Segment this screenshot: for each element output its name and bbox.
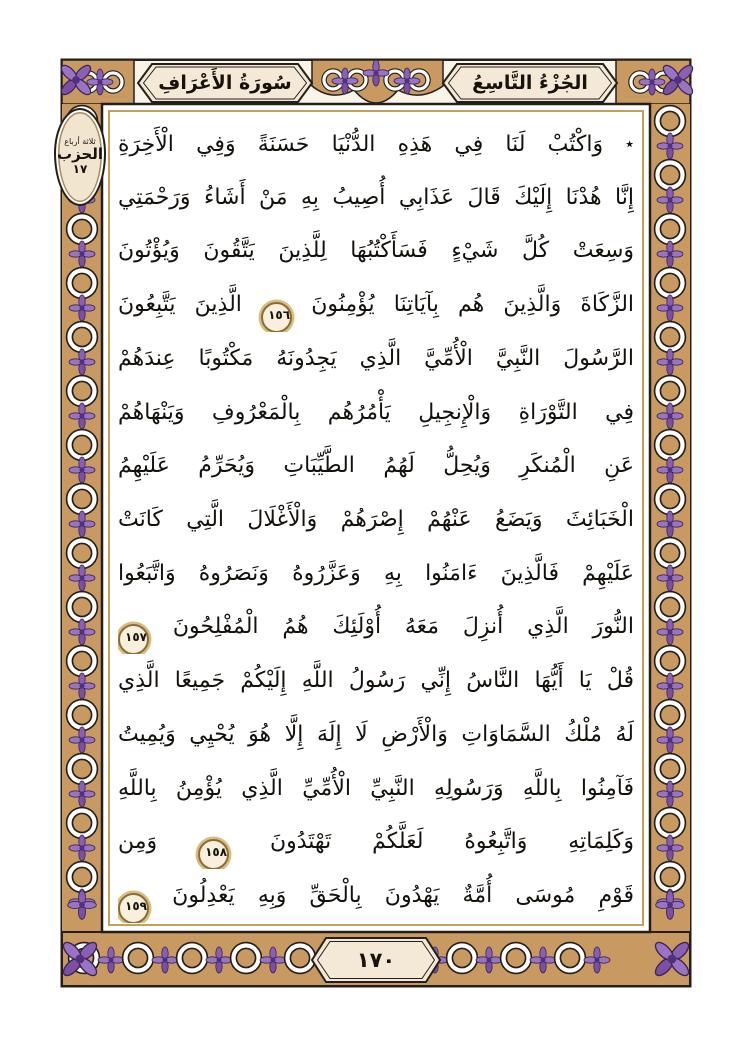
verse-text: النُّورَ الَّذِي أُنزِلَ مَعَهُ أُوْلَئِكَ هُمُ الْمُفْلِحُونَ bbox=[172, 614, 634, 640]
quran-line bbox=[118, 869, 634, 923]
hizb-number: ١٧ bbox=[72, 162, 88, 177]
verse-text: الزَّكَاةَ وَالَّذِينَ هُم بِآيَاتِنَا يُؤْمِنُونَ bbox=[311, 292, 634, 318]
quran-line bbox=[118, 224, 634, 278]
verse-text: قَوْمِ مُوسَى أُمَّةٌ يَهْدُونَ بِالْحَقِّ وَبِهِ يَعْدِلُونَ bbox=[172, 883, 634, 909]
verse-text: الَّذِينَ يَتَّبِعُونَ bbox=[118, 292, 242, 318]
quran-line bbox=[118, 600, 634, 654]
verse-text: لَهُ مُلْكُ السَّمَاوَاتِ وَالْأَرْضِ لَا إِلَهَ إِلَّا هُوَ يُحْيِي وَيُمِيتُ bbox=[118, 721, 634, 747]
quran-line bbox=[118, 439, 634, 493]
surah-title: سُورَةُ الأَعْرَافِ bbox=[158, 72, 292, 94]
quran-line bbox=[118, 171, 634, 225]
aya-end-medallion: ١٥٦ bbox=[261, 302, 292, 332]
verse-text: قُلْ يَا أَيُّهَا النَّاسُ إِنِّي رَسُولُ اللَّهِ إِلَيْكُمْ جَمِيعًا الَّذِي bbox=[118, 668, 634, 694]
quran-line bbox=[118, 117, 634, 171]
aya-end-medallion: ١٥٩ bbox=[118, 893, 149, 923]
quran-lines bbox=[118, 117, 634, 923]
quran-line bbox=[118, 332, 634, 386]
verse-text: الرَّسُولَ النَّبِيَّ الْأُمِّيَّ الَّذِي يَجِدُونَهُ مَكْتُوبًا عِندَهُمْ bbox=[118, 345, 634, 371]
quran-line bbox=[118, 493, 634, 547]
verse-text: فَآمِنُوا بِاللَّهِ وَرَسُولِهِ النَّبِيِّ الْأُمِّيِّ الَّذِي يُؤْمِنُ بِاللَّهِ bbox=[118, 775, 634, 801]
quran-line bbox=[118, 708, 634, 762]
aya-end-medallion: ١٥٨ bbox=[198, 839, 229, 869]
quran-line bbox=[118, 815, 634, 869]
verse-text: عَنِ الْمُنكَرِ وَيُحِلُّ لَهُمُ الطَّيِّبَاتِ وَيُحَرِّمُ عَلَيْهِمُ bbox=[118, 453, 634, 479]
verse-text: وَكَلِمَاتِهِ وَاتَّبِعُوهُ لَعَلَّكُمْ تَهْتَدُونَ bbox=[269, 829, 634, 855]
verse-text: وَسِعَتْ كُلَّ شَيْءٍ فَسَأَكْتُبُهَا لِلَّذِينَ يَتَّقُونَ وَيُؤْتُونَ bbox=[118, 238, 634, 264]
verse-text: فِي التَّوْرَاةِ وَالْإِنجِيلِ يَأْمُرُهُم بِالْمَعْرُوفِ وَيَنْهَاهُمْ bbox=[118, 399, 634, 425]
juz-title: الجُزْءُ التَّاسِعُ bbox=[472, 72, 588, 94]
verse-text: الْخَبَائِثَ وَيَضَعُ عَنْهُمْ إِصْرَهُمْ وَالْأَغْلَالَ الَّتِي كَانَتْ bbox=[118, 507, 634, 533]
page-number: ١٧٠ bbox=[356, 948, 396, 972]
quran-line bbox=[118, 386, 634, 440]
verse-text: وَمِن bbox=[118, 829, 158, 855]
hizb-fraction-label: ثلاثة أرباع bbox=[64, 136, 96, 146]
quran-line bbox=[118, 547, 634, 601]
verse-text: إِنَّا هُدْنَا إِلَيْكَ قَالَ عَذَابِي أُصِيبُ بِهِ مَنْ أَشَاءُ وَرَحْمَتِي bbox=[118, 184, 634, 210]
quran-line bbox=[118, 278, 634, 332]
verse-text: عَلَيْهِمْ فَالَّذِينَ ءَامَنُوا بِهِ وَعَزَّرُوهُ وَنَصَرُوهُ وَاتَّبَعُوا bbox=[118, 560, 634, 586]
verse-text: وَاكْتُبْ لَنَا فِي هَذِهِ الدُّنْيَا حَسَنَةً وَفِي الْأَخِرَةِ bbox=[118, 132, 604, 157]
hizb-label: الحزب bbox=[57, 145, 103, 164]
quran-line bbox=[118, 762, 634, 816]
quran-line bbox=[118, 654, 634, 708]
aya-end-medallion: ١٥٧ bbox=[118, 624, 149, 654]
rub-el-hizb-icon: ٭ bbox=[625, 134, 634, 153]
